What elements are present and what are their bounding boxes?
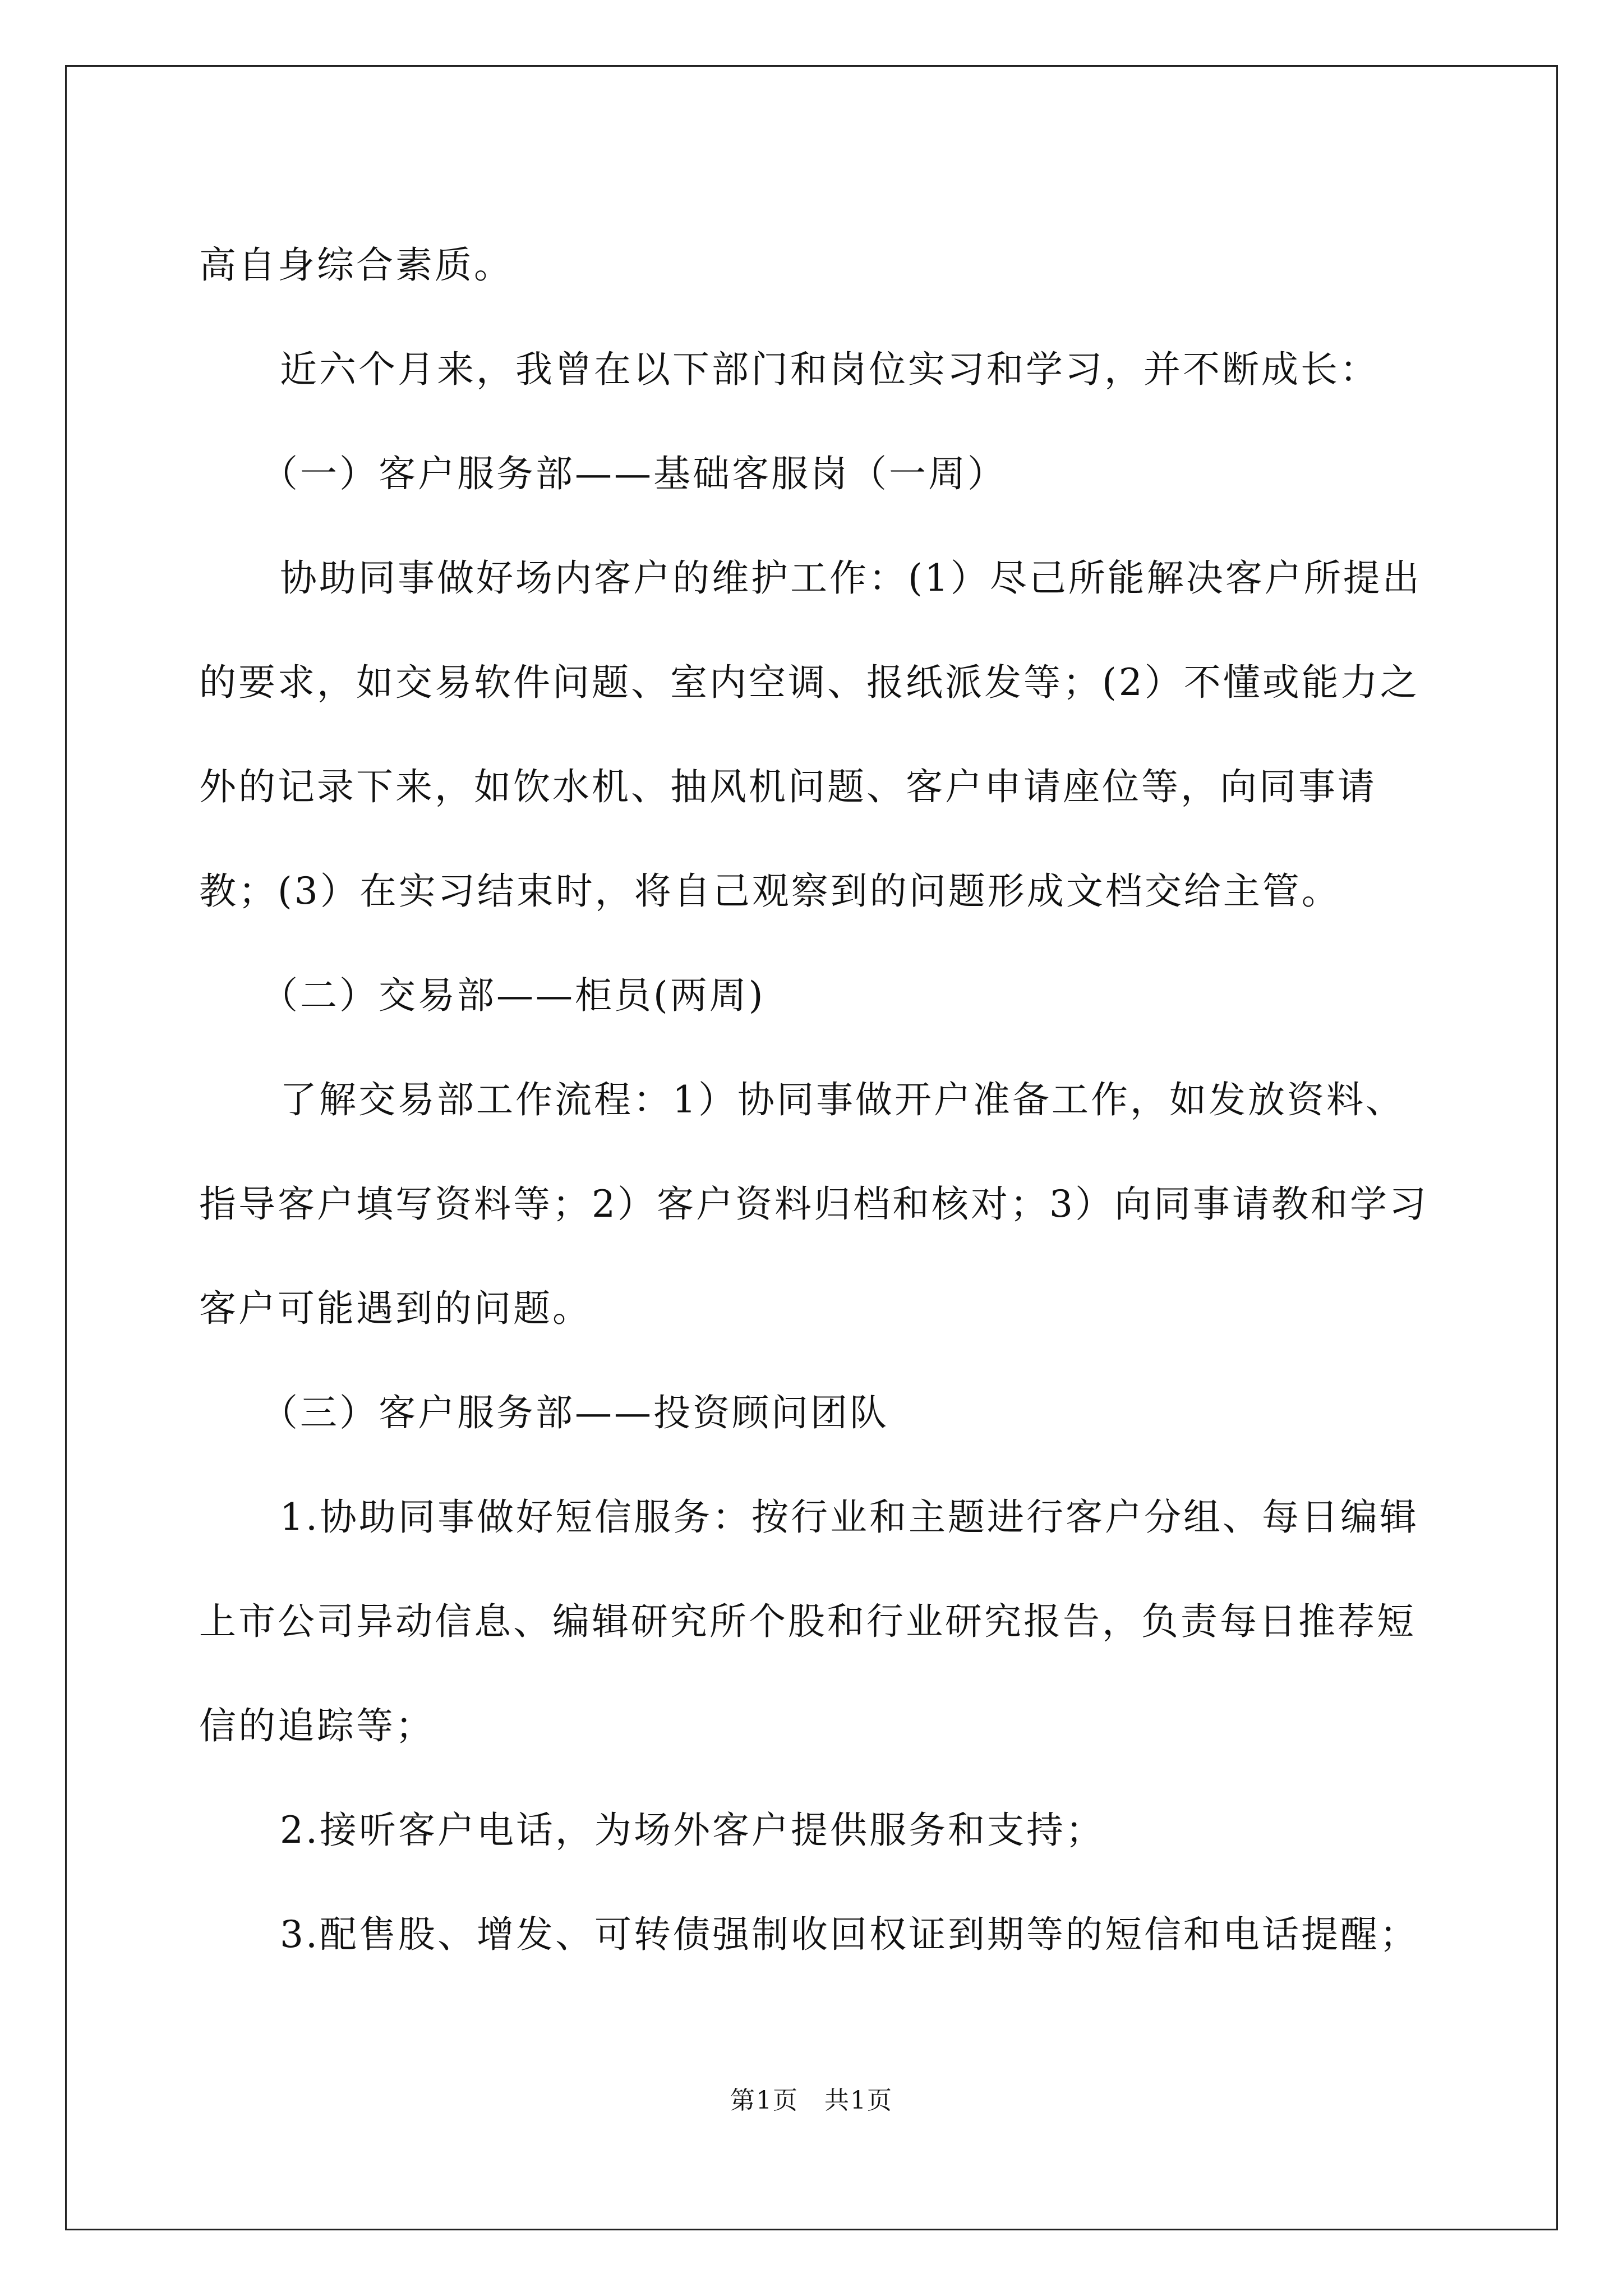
- list-item-1: 1.协助同事做好短信服务：按行业和主题进行客户分组、每日编辑上市公司异动信息、编辑研究所个股和行业研究报告，负责每日推荐短信的追踪等；: [199, 1496, 1419, 1747]
- list-item-2: 2.接听客户电话，为场外客户提供服务和支持；: [280, 1809, 1105, 1852]
- paragraph-3: 协助同事做好场内客户的维护工作：(1）尽己所能解决客户所提出的要求，如交易软件问题、室内空调、报纸派发等；(2）不懂或能力之外的记录下来，如饮水机、抽风机问题、客户申请座位等，向同事请教；(3）在实习结束时，将自己观察到的问题形成文档交给主管。: [199, 556, 1422, 913]
- section-heading-1: （一）客户服务部——基础客服岗（一周）: [261, 452, 1007, 495]
- page-number-footer: 第1页 共1页: [730, 2086, 893, 2115]
- document-body: [199, 213, 1438, 1987]
- section-heading-2: （二）交易部——柜员(两周): [261, 974, 766, 1017]
- paragraph-2: 近六个月来，我曾在以下部门和岗位实习和学习，并不断成长：: [280, 348, 1379, 391]
- paragraph-1: 高自身综合素质。: [199, 243, 513, 287]
- list-item-3: 3.配售股、增发、可转债强制收回权证到期等的短信和电话提醒；: [280, 1913, 1419, 1956]
- section-heading-3: （三）客户服务部——投资顾问团队: [261, 1391, 889, 1434]
- paragraph-4: 了解交易部工作流程：1）协同事做开户准备工作，如发放资料、指导客户填写资料等；2）客户资料归档和核对；3）向同事请教和学习客户可能遇到的问题。: [199, 1078, 1428, 1330]
